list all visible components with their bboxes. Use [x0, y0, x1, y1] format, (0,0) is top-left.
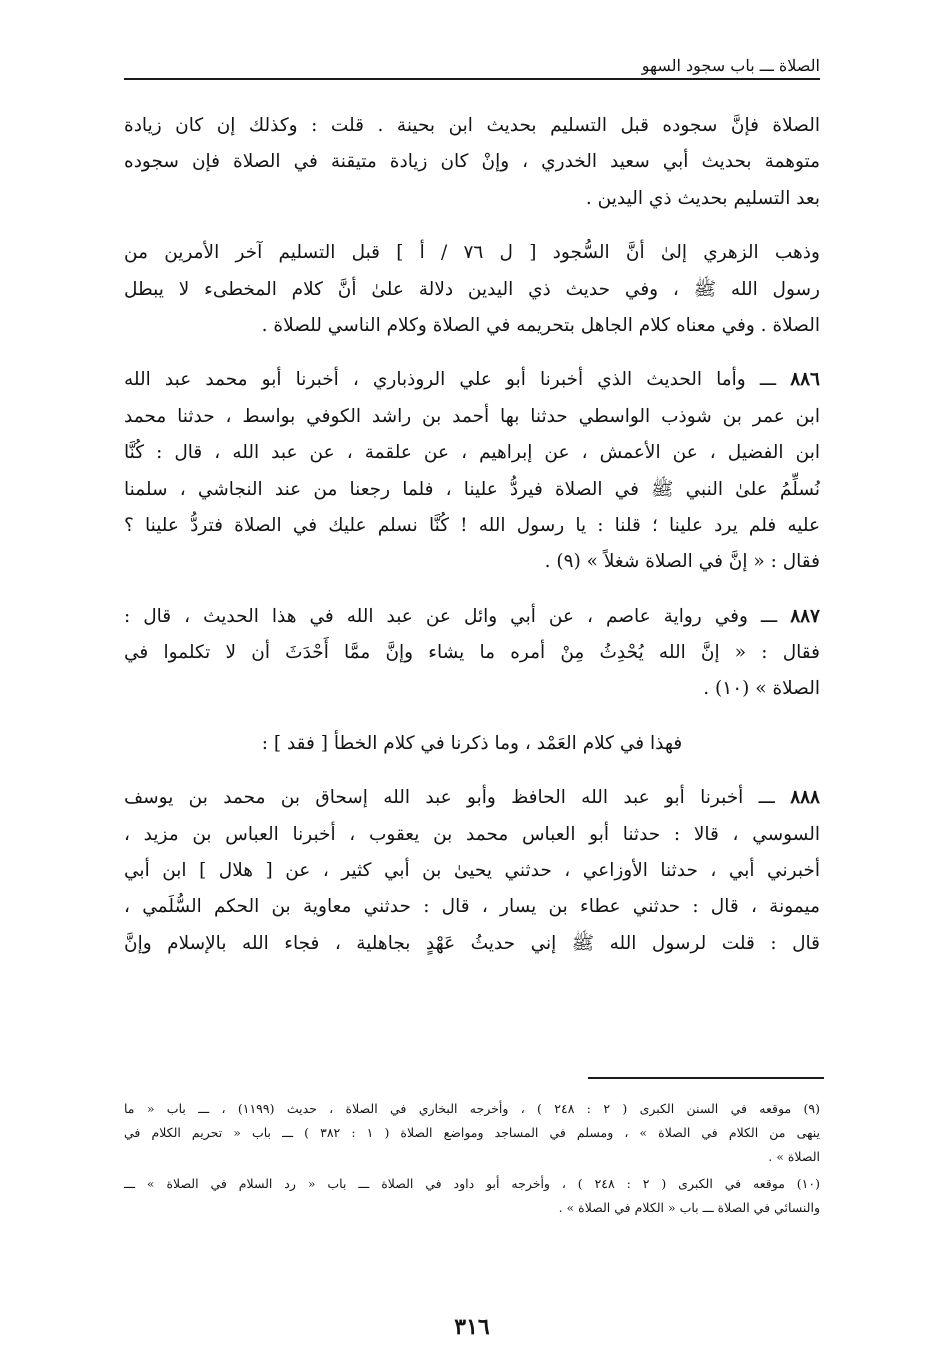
hadith-number: ٨٨٨	[790, 787, 820, 809]
text-line	[124, 181, 820, 217]
line-text: ابن عمر بن شوذب الواسطي حدثنا بها أحمد بن راشد الكوفي بواسط ، حدثنا محمد	[124, 405, 820, 427]
footnote-line: (١٠) موقعه في الكبرى ( ٢ : ٢٤٨ ) ، وأخرجه أبو داود في الصلاة ـــ باب « رد السلام في الصلاة » ـــ	[124, 1176, 820, 1192]
hadith-number: ٨٨٧	[790, 605, 820, 627]
footnote	[124, 1172, 820, 1220]
line-text: متوهمة بحديث أبي سعيد الخدري ، وإنْ كان زيادة متيقنة في الصلاة فإن سجوده	[124, 151, 820, 173]
text-line	[124, 272, 820, 308]
text-line	[124, 508, 820, 544]
text-line	[124, 435, 820, 471]
footnote-line: ينهى من الكلام في الصلاة » ، ومسلم في المساجد ومواضع الصلاة ( ١ : ٣٨٢ ) ـــ باب « تحريم الكلام في	[124, 1124, 820, 1140]
paragraph-gap	[124, 217, 820, 235]
text-line	[124, 780, 820, 816]
footnote-rule	[588, 1077, 824, 1079]
text-line	[124, 144, 820, 180]
text-line	[124, 726, 820, 762]
text-line	[124, 889, 820, 925]
paragraph-gap	[124, 581, 820, 599]
paragraph	[124, 108, 820, 217]
line-text: الصلاة فإنَّ سجوده قبل التسليم بحديث ابن بحينة . قلت : وكذلك إن كان زيادة	[124, 115, 820, 136]
text-line	[124, 853, 820, 889]
line-text: فهذا في كلام العَمْد ، وما ذكرنا في كلام الخطأ [ فقد ] :	[261, 732, 683, 754]
running-header: الصلاة ـــ باب سجود السهو	[641, 56, 820, 75]
line-text: أخبرني أبي ، حدثنا الأوزاعي ، حدثني يحيىٰ بن أبي كثير ، عن [ هلال ] ابن أبي	[124, 860, 820, 882]
hadith-paragraph	[124, 780, 820, 962]
line-text: فقال : « إنَّ في الصلاة شغلاً » (٩) .	[544, 551, 820, 573]
footnote	[124, 1097, 820, 1168]
line-text: عليه فلم يرد علينا ؛ قلنا : يا رسول الله ! كُنَّا نسلم عليك في الصلاة فتردُّ علينا ؟	[124, 514, 820, 536]
text-line	[124, 472, 820, 508]
line-text: رسول الله ﷺ ، وفي حديث ذي اليدين دلالة علىٰ أنَّ كلام المخطىء لا يبطل	[124, 278, 820, 300]
hadith-paragraph	[124, 599, 820, 708]
line-text: الصلاة . وفي معناه كلام الجاهل بتحريمه في الصلاة وكلام الناسي للصلاة .	[261, 314, 820, 336]
page-number: ٣١٦	[454, 1314, 490, 1340]
text-line	[124, 308, 820, 344]
line-text: ابن الفضيل ، عن الأعمش ، عن إبراهيم ، عن علقمة ، عن عبد الله ، قال : كُنَّا	[124, 442, 820, 464]
line-text: ـــ أخبرنا أبو عبد الله الحافظ وأبو عبد الله إسحاق بن محمد بن يوسف	[124, 787, 775, 809]
line-text: ميمونة ، قال : حدثني عطاء بن يسار ، قال : حدثني معاوية بن الحكم السُّلَمي ،	[124, 896, 820, 918]
footnote-line: الصلاة » .	[768, 1148, 820, 1164]
paragraph-gap	[124, 344, 820, 362]
text-line	[124, 671, 820, 707]
text-line	[124, 399, 820, 435]
footnote-line: والنسائي في الصلاة ـــ باب « الكلام في الصلاة » .	[558, 1200, 820, 1216]
text-line	[124, 635, 820, 671]
line-text: السوسي ، قالا : حدثنا أبو العباس محمد بن يعقوب ، أخبرنا العباس بن مزيد ،	[124, 823, 820, 845]
line-text: وذهب الزهري إلىٰ أنَّ السُّجود [ ل ٧٦ / أ ] قبل التسليم آخر الأمرين من	[124, 242, 820, 264]
text-line	[124, 362, 820, 398]
body-text	[124, 108, 820, 962]
centered-paragraph	[124, 726, 820, 762]
line-text: ـــ وفي رواية عاصم ، عن أبي وائل عن عبد الله في هذا الحديث ، قال :	[124, 605, 778, 627]
text-line	[124, 108, 820, 144]
text-line	[124, 817, 820, 853]
line-text: ـــ وأما الحديث الذي أخبرنا أبو علي الروذباري ، أخبرنا أبو محمد عبد الله	[124, 369, 777, 391]
hadith-paragraph	[124, 362, 820, 580]
line-text: نُسلِّمُ علىٰ النبي ﷺ في الصلاة فيردُّ علينا ، فلما رجعنا من عند النجاشي ، سلمنا	[124, 478, 820, 500]
line-text: الصلاة » (١٠) .	[703, 678, 820, 700]
footnotes	[124, 1097, 820, 1220]
text-line	[124, 926, 820, 962]
hadith-number: ٨٨٦	[790, 369, 820, 391]
header-rule	[124, 78, 820, 80]
text-line	[124, 544, 820, 580]
line-text: فقال : « إنَّ الله يُحْدِثُ مِنْ أمره ما يشاء وإنَّ ممَّا أَحْدَثَ أن لا تكلموا في	[124, 642, 820, 664]
text-line	[124, 599, 820, 635]
line-text: قال : قلت لرسول الله ﷺ إني حديثُ عَهْدٍ بجاهلية ، فجاء الله بالإسلام وإنَّ	[124, 932, 820, 954]
paragraph-gap	[124, 762, 820, 780]
line-text: بعد التسليم بحديث ذي اليدين .	[585, 187, 820, 209]
footnote-line: (٩) موقعه في السنن الكبرى ( ٢ : ٢٤٨ ) ، وأخرجه البخاري في الصلاة ، حديث (١١٩٩) ، ـــ باب « ما	[124, 1101, 820, 1116]
paragraph	[124, 235, 820, 344]
paragraph-gap	[124, 708, 820, 726]
text-line	[124, 235, 820, 271]
